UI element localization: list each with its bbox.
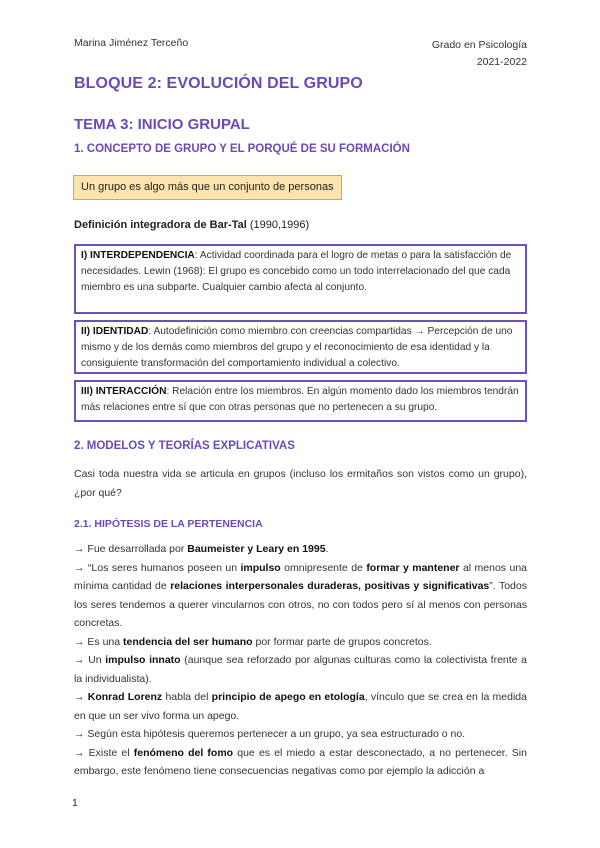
page-number: 1 <box>72 797 78 809</box>
box-label: I) INTERDEPENDENCIA <box>81 250 195 261</box>
highlight-callout: Un grupo es algo más que un conjunto de personas <box>73 175 342 200</box>
list-item-text: habla del <box>162 691 212 703</box>
box-text: : Actividad coordinada para el logro de metas o para la satisfacción de necesidades. Lewin (1968): El grupo es concebido como un todo interrelacionado del que cada miembro es una subparte. Cualquier cambio afecta al conjunto. <box>81 250 512 293</box>
list-item-emphasis: fenómeno del fomo <box>133 746 234 759</box>
list-item-text: → Fue desarrollada por <box>74 543 188 555</box>
definition-box-identity <box>74 320 527 374</box>
definition-line <box>74 219 309 231</box>
list-item-text: → Según esta hipótesis queremos pertenecer a un grupo, ya sea estructurado o no. <box>74 728 466 740</box>
section-1-heading: 1. CONCEPTO DE GRUPO Y EL PORQUÉ DE SU FORMACIÓN <box>74 143 410 155</box>
list-item <box>74 651 527 688</box>
section-2-heading: 2. MODELOS Y TEORÍAS EXPLICATIVAS <box>74 440 295 452</box>
box-label: III) INTERACCIÓN <box>81 386 167 397</box>
list-item-text: → Un <box>74 654 106 666</box>
definition-title: Definición integradora de Bar-Tal <box>74 219 247 231</box>
header-degree: Grado en Psicología <box>431 39 527 51</box>
list-item <box>74 559 527 633</box>
list-item-emphasis: Baumeister y Leary en 1995 <box>187 543 326 555</box>
list-item-emphasis: Konrad Lorenz <box>87 691 163 703</box>
arrow-list <box>74 540 527 781</box>
header-right <box>432 37 527 71</box>
list-item-text: omnipresente de <box>280 561 367 574</box>
list-item-text: por formar parte de grupos concretos. <box>252 635 432 648</box>
list-item <box>74 633 527 652</box>
document-title: BLOQUE 2: EVOLUCIÓN DEL GRUPO <box>74 75 363 92</box>
list-item-emphasis: tendencia del ser humano <box>123 635 253 648</box>
list-item-emphasis: principio de apego en etología <box>211 691 365 703</box>
box-label: II) IDENTIDAD <box>81 326 149 337</box>
list-item-text: → Es una <box>74 635 124 648</box>
list-item-text: , vínculo que se crea en la medida en que un ser vivo forma un apego. <box>74 691 527 722</box>
list-item-text: → Existe el <box>74 746 134 759</box>
box-text: : Relación entre los miembros. En algún momento dado los miembros tendrán más relaciones entre sí que con otras personas que no pertenecen a su grupo. <box>81 386 519 413</box>
list-item-text: ”. Todos los seres tendemos a querer vincularnos con otros, no con todos pero sí al menos con personas concretas. <box>74 580 527 629</box>
definition-box-interaction <box>74 380 527 422</box>
section-2-intro: Casi toda nuestra vida se articula en grupos (incluso los ermitaños son vistos como un grupo), ¿por qué? <box>74 468 527 499</box>
definition-box-interdependence <box>74 244 527 314</box>
header-year: 2021-2022 <box>476 56 527 68</box>
list-item-text: (aunque sea reforzado por algunas culturas como la colectivista frente a la individualista). <box>74 654 527 685</box>
list-item <box>74 688 527 725</box>
box-text: : Autodefinición como miembro con creencias compartidas → Percepción de uno mismo y de los demás como miembros del grupo y el reconocimiento de esa identidad y la consiguiente transformación del comportamiento individual a colectivo. <box>81 326 513 369</box>
list-item-emphasis: formar y mantener <box>366 561 460 574</box>
list-item-emphasis: relaciones interpersonales duraderas, positivas y significativas <box>170 580 490 592</box>
list-item-emphasis: impulso innato <box>105 654 181 666</box>
list-item-text: → <box>74 691 88 703</box>
definition-years: (1990,1996) <box>246 219 310 231</box>
list-item <box>74 744 527 781</box>
list-item-text: que es el miedo a estar desconectado, a no pertenecer. Sin embargo, este fenómeno tiene consecuencias negativas como por ejemplo la adicción a <box>74 746 527 777</box>
subsection-heading: 2.1. HIPÓTESIS DE LA PERTENENCIA <box>74 518 263 530</box>
list-item <box>74 540 527 559</box>
list-item-emphasis: impulso <box>240 561 281 574</box>
list-item <box>74 725 527 744</box>
topic-title: TEMA 3: INICIO GRUPAL <box>74 116 250 133</box>
list-item-text: . <box>325 543 329 555</box>
header-author: Marina Jiménez Terceño <box>74 37 189 49</box>
list-item-text: al menos una mínima cantidad de <box>74 561 528 592</box>
list-item-text: → “Los seres humanos poseen un <box>74 561 241 574</box>
